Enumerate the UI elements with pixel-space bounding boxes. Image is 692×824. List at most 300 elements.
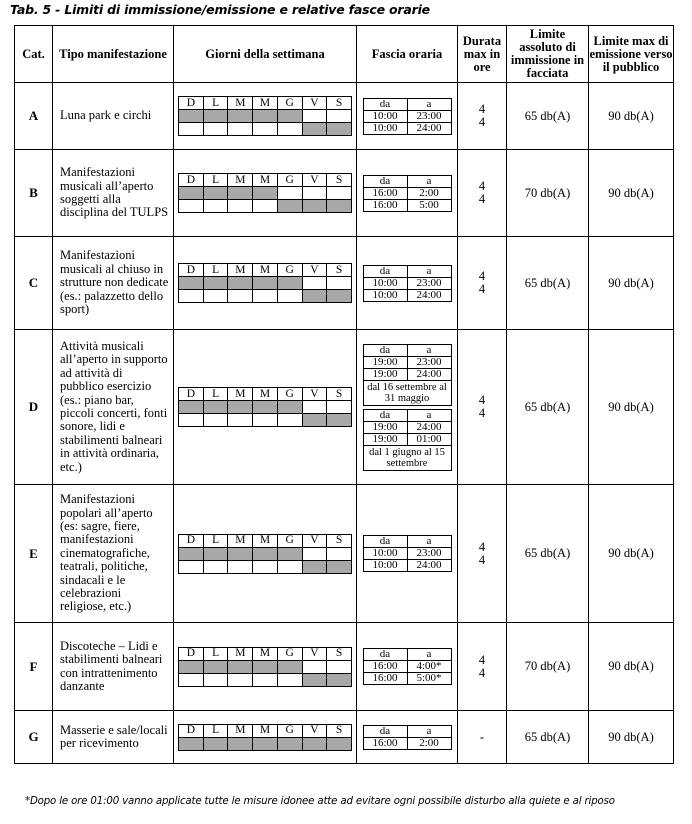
tipo-cell: Luna park e circhi [53, 83, 174, 150]
time-group [357, 98, 457, 135]
time-header-a: a [407, 344, 451, 356]
time-grid [363, 725, 452, 750]
day-letter: M [253, 724, 278, 737]
day-active-cell [228, 660, 253, 673]
limite-facciata-cell: 65 db(A) [507, 83, 589, 150]
durata-value: 4 [478, 282, 486, 296]
days-cell [174, 150, 357, 237]
day-active-cell [228, 277, 253, 290]
cat-cell: B [15, 150, 53, 237]
tipo-cell: Manifestazioni musicali all’aperto soggetti alla disciplina del TULPS [53, 150, 174, 237]
day-active-cell [302, 200, 327, 213]
day-inactive-cell [327, 110, 352, 123]
day-active-cell [277, 200, 302, 213]
time-period-note: dal 16 settembre al 31 maggio [363, 380, 451, 405]
limite-facciata-cell: 65 db(A) [507, 237, 589, 330]
day-letter: D [179, 388, 204, 401]
durata-value: 4 [478, 115, 486, 129]
day-inactive-cell [253, 290, 278, 303]
time-grid [363, 265, 452, 302]
day-inactive-cell [302, 547, 327, 560]
tipo-cell: Manifestazioni musicali al chiuso in strutture non dedicate (es.: palazzetto dello sport) [53, 237, 174, 330]
day-active-cell [228, 547, 253, 560]
footnote: *Dopo le ore 01:00 vanno applicate tutte le misure idonee atte ad evitare ogni possibile disturbo alla quiete e al riposo [25, 796, 615, 807]
time-row [363, 122, 451, 134]
time-group [357, 175, 457, 212]
time-to: 24:00 [407, 289, 451, 301]
durata-value: 4 [478, 179, 486, 193]
durata-value: 4 [478, 552, 486, 567]
day-letter: M [228, 97, 253, 110]
day-letter: G [277, 724, 302, 737]
day-inactive-cell [203, 673, 228, 686]
time-to: 24:00 [407, 122, 451, 134]
days-header-row [179, 647, 352, 660]
day-active-cell [203, 737, 228, 750]
day-letter: M [228, 534, 253, 547]
day-active-cell [327, 123, 352, 136]
time-grid [363, 98, 452, 135]
days-cell [174, 83, 357, 150]
limite-pubblico-cell: 90 db(A) [589, 83, 674, 150]
day-active-cell [228, 187, 253, 200]
day-letter: M [228, 724, 253, 737]
time-header-da: da [363, 175, 407, 187]
limite-pubblico-cell: 90 db(A) [589, 330, 674, 485]
days-pattern-row [179, 110, 352, 123]
day-letter: L [203, 264, 228, 277]
header-fascia: Fascia oraria [357, 26, 458, 83]
day-letter: L [203, 647, 228, 660]
day-active-cell [327, 737, 352, 750]
header-tipo: Tipo manifestazione [53, 26, 174, 83]
days-cell [174, 330, 357, 485]
cat-cell: D [15, 330, 53, 485]
day-active-cell [302, 673, 327, 686]
limite-pubblico-cell: 90 db(A) [589, 237, 674, 330]
durata-value: 4 [478, 406, 486, 420]
time-from: 10:00 [363, 560, 407, 572]
day-active-cell [302, 737, 327, 750]
time-row [363, 356, 451, 368]
day-letter: D [179, 724, 204, 737]
day-letter: G [277, 534, 302, 547]
time-period-note: dal 1 giugno al 15 settembre [363, 445, 451, 470]
time-group [357, 409, 457, 471]
time-group [357, 725, 457, 750]
day-letter: M [253, 264, 278, 277]
days-pattern-row [179, 560, 352, 573]
day-letter: G [277, 174, 302, 187]
header-row [15, 26, 674, 83]
durata-value: 4 [478, 269, 486, 283]
days-grid [178, 173, 352, 213]
day-inactive-cell [203, 414, 228, 427]
day-inactive-cell [228, 123, 253, 136]
durata-cell [458, 330, 507, 485]
day-letter: G [277, 264, 302, 277]
table-row [15, 623, 674, 711]
days-header-row [179, 174, 352, 187]
day-inactive-cell [327, 547, 352, 560]
time-group [357, 648, 457, 685]
day-letter: S [327, 97, 352, 110]
days-pattern-row [179, 660, 352, 673]
time-header-row [363, 175, 451, 187]
time-cell [357, 83, 458, 150]
day-inactive-cell [253, 414, 278, 427]
time-row [363, 199, 451, 211]
limite-pubblico-cell: 90 db(A) [589, 485, 674, 623]
day-inactive-cell [277, 290, 302, 303]
durata-value: - [479, 729, 485, 744]
day-active-cell [302, 560, 327, 573]
day-active-cell [253, 737, 278, 750]
day-inactive-cell [253, 200, 278, 213]
cat-cell: A [15, 83, 53, 150]
day-letter: M [228, 388, 253, 401]
day-letter: M [253, 647, 278, 660]
time-to: 5:00 [407, 199, 451, 211]
limite-facciata-cell: 65 db(A) [507, 330, 589, 485]
day-active-cell [277, 547, 302, 560]
day-active-cell [179, 187, 204, 200]
days-grid [178, 263, 352, 303]
days-header-row [179, 264, 352, 277]
day-letter: G [277, 647, 302, 660]
time-row [363, 560, 451, 572]
time-cell [357, 623, 458, 711]
day-inactive-cell [277, 673, 302, 686]
time-from: 10:00 [363, 289, 407, 301]
durata-value: 4 [478, 192, 486, 206]
day-inactive-cell [327, 187, 352, 200]
days-cell [174, 485, 357, 623]
time-row [363, 433, 451, 445]
table-caption: Tab. 5 - Limiti di immissione/emissione e relative fasce orarie [10, 2, 430, 17]
time-from: 16:00 [363, 199, 407, 211]
day-letter: M [228, 264, 253, 277]
day-inactive-cell [228, 673, 253, 686]
cat-cell: F [15, 623, 53, 711]
time-cell [357, 711, 458, 764]
time-header-da: da [363, 725, 407, 737]
days-grid [178, 387, 352, 427]
time-header-da: da [363, 536, 407, 548]
time-to: 24:00 [407, 368, 451, 380]
day-active-cell [302, 123, 327, 136]
durata-cell [458, 150, 507, 237]
limite-pubblico-cell: 90 db(A) [589, 150, 674, 237]
day-active-cell [203, 110, 228, 123]
day-active-cell [179, 277, 204, 290]
day-inactive-cell [302, 187, 327, 200]
day-active-cell [179, 401, 204, 414]
day-letter: S [327, 264, 352, 277]
day-letter: D [179, 647, 204, 660]
time-to: 23:00 [407, 548, 451, 560]
days-grid [178, 96, 352, 136]
durata-cell [458, 237, 507, 330]
time-header-a: a [407, 98, 451, 110]
day-letter: L [203, 174, 228, 187]
day-active-cell [253, 277, 278, 290]
time-from: 19:00 [363, 356, 407, 368]
time-header-da: da [363, 344, 407, 356]
time-group [357, 535, 457, 572]
day-letter: S [327, 647, 352, 660]
day-letter: V [302, 647, 327, 660]
days-grid [178, 534, 352, 574]
days-header-row [179, 534, 352, 547]
time-header-row [363, 536, 451, 548]
days-header-row [179, 724, 352, 737]
time-header-row [363, 725, 451, 737]
day-inactive-cell [327, 401, 352, 414]
day-active-cell [327, 200, 352, 213]
tipo-cell: Discoteche – Lidi e stabilimenti balneari con intrattenimento danzante [53, 623, 174, 711]
day-inactive-cell [327, 277, 352, 290]
durata-cell [458, 83, 507, 150]
time-row [363, 289, 451, 301]
time-group [357, 344, 457, 406]
day-active-cell [203, 187, 228, 200]
limits-table [14, 25, 674, 764]
table-row [15, 330, 674, 485]
table-row [15, 711, 674, 764]
durata-cell [458, 711, 507, 764]
time-grid [363, 175, 452, 212]
day-letter: G [277, 97, 302, 110]
time-to: 2:00 [407, 187, 451, 199]
day-inactive-cell [179, 560, 204, 573]
table-row [15, 237, 674, 330]
time-row [363, 673, 451, 685]
day-active-cell [203, 401, 228, 414]
day-letter: V [302, 174, 327, 187]
day-inactive-cell [327, 660, 352, 673]
limite-pubblico-cell: 90 db(A) [589, 623, 674, 711]
durata-value: 4 [478, 393, 486, 407]
day-inactive-cell [253, 673, 278, 686]
time-cell [357, 150, 458, 237]
days-pattern-row [179, 277, 352, 290]
day-inactive-cell [228, 414, 253, 427]
day-letter: M [228, 647, 253, 660]
time-row [363, 277, 451, 289]
day-active-cell [277, 401, 302, 414]
day-letter: M [253, 534, 278, 547]
day-active-cell [302, 414, 327, 427]
day-letter: L [203, 97, 228, 110]
limite-facciata-cell: 65 db(A) [507, 711, 589, 764]
time-header-row [363, 409, 451, 421]
day-active-cell [327, 290, 352, 303]
days-pattern-row [179, 290, 352, 303]
day-inactive-cell [179, 414, 204, 427]
day-letter: M [253, 97, 278, 110]
time-cell [357, 485, 458, 623]
day-letter: V [302, 264, 327, 277]
day-active-cell [253, 187, 278, 200]
day-letter: S [327, 724, 352, 737]
day-active-cell [327, 560, 352, 573]
time-row [363, 368, 451, 380]
day-letter: S [327, 534, 352, 547]
day-active-cell [277, 737, 302, 750]
day-active-cell [253, 547, 278, 560]
days-header-row [179, 388, 352, 401]
time-header-row [363, 344, 451, 356]
days-grid [178, 647, 352, 687]
limite-facciata-cell: 70 db(A) [507, 150, 589, 237]
table-row [15, 485, 674, 623]
tipo-cell: Masserie e sale/locali per ricevimento [53, 711, 174, 764]
day-inactive-cell [203, 560, 228, 573]
time-header-a: a [407, 175, 451, 187]
day-inactive-cell [228, 290, 253, 303]
time-from: 19:00 [363, 433, 407, 445]
day-active-cell [327, 414, 352, 427]
cat-cell: E [15, 485, 53, 623]
time-grid [363, 535, 452, 572]
time-from: 16:00 [363, 673, 407, 685]
day-active-cell [277, 277, 302, 290]
time-to: 2:00 [407, 737, 451, 749]
day-letter: V [302, 388, 327, 401]
table-row [15, 150, 674, 237]
header-limite-pubblico: Limite max di emissione verso il pubblico [589, 26, 674, 83]
header-durata: Durata max in ore [458, 26, 507, 83]
day-letter: L [203, 724, 228, 737]
day-active-cell [228, 401, 253, 414]
time-header-a: a [407, 725, 451, 737]
time-header-da: da [363, 265, 407, 277]
cat-cell: C [15, 237, 53, 330]
time-row [363, 421, 451, 433]
time-header-row [363, 98, 451, 110]
day-active-cell [253, 401, 278, 414]
time-header-a: a [407, 536, 451, 548]
day-inactive-cell [228, 200, 253, 213]
day-inactive-cell [277, 560, 302, 573]
header-cat: Cat. [15, 26, 53, 83]
limite-facciata-cell: 70 db(A) [507, 623, 589, 711]
time-from: 10:00 [363, 110, 407, 122]
days-pattern-row [179, 123, 352, 136]
time-to: 4:00* [407, 661, 451, 673]
time-header-a: a [407, 409, 451, 421]
day-letter: V [302, 534, 327, 547]
day-letter: L [203, 534, 228, 547]
time-header-a: a [407, 649, 451, 661]
limite-pubblico-cell: 90 db(A) [589, 711, 674, 764]
day-letter: G [277, 388, 302, 401]
day-inactive-cell [253, 560, 278, 573]
time-grid [363, 648, 452, 685]
time-header-da: da [363, 98, 407, 110]
day-letter: M [253, 174, 278, 187]
days-pattern-row [179, 187, 352, 200]
day-inactive-cell [302, 660, 327, 673]
days-grid [178, 724, 352, 751]
day-active-cell [277, 110, 302, 123]
days-pattern-row [179, 547, 352, 560]
time-header-da: da [363, 409, 407, 421]
time-to: 23:00 [407, 277, 451, 289]
day-letter: M [228, 174, 253, 187]
tipo-cell: Manifestazioni popolari all’aperto (es: sagre, fiere, manifestazioni cinematografiche, teatrali, politiche, sindacali e le celebrazioni religiose, etc.) [53, 485, 174, 623]
time-from: 19:00 [363, 368, 407, 380]
days-cell [174, 711, 357, 764]
day-active-cell [228, 737, 253, 750]
time-from: 16:00 [363, 187, 407, 199]
day-active-cell [179, 547, 204, 560]
tipo-cell: Attività musicali all’aperto in supporto ad attività di pubblico esercizio (es.: piano bar, piccoli concerti, fonti sonore, lidi e stabilimenti balneari in attività ordinaria, etc.) [53, 330, 174, 485]
time-header-row [363, 649, 451, 661]
day-inactive-cell [277, 123, 302, 136]
time-header-da: da [363, 649, 407, 661]
time-from: 16:00 [363, 737, 407, 749]
day-active-cell [277, 660, 302, 673]
day-letter: M [253, 388, 278, 401]
days-pattern-row [179, 414, 352, 427]
day-letter: S [327, 388, 352, 401]
time-to: 5:00* [407, 673, 451, 685]
durata-value: 4 [478, 652, 486, 667]
day-active-cell [179, 110, 204, 123]
header-limite-facciata: Limite assoluto di immissione in facciata [507, 26, 589, 83]
day-letter: V [302, 97, 327, 110]
time-cell [357, 330, 458, 485]
time-to: 23:00 [407, 356, 451, 368]
day-inactive-cell [228, 560, 253, 573]
time-row [363, 187, 451, 199]
day-inactive-cell [302, 401, 327, 414]
time-to: 24:00 [407, 421, 451, 433]
day-inactive-cell [179, 673, 204, 686]
day-letter: V [302, 724, 327, 737]
time-from: 10:00 [363, 548, 407, 560]
day-active-cell [253, 110, 278, 123]
day-active-cell [253, 660, 278, 673]
header-giorni: Giorni della settimana [174, 26, 357, 83]
time-grid [363, 409, 452, 471]
day-letter: S [327, 174, 352, 187]
day-letter: D [179, 97, 204, 110]
time-header-row [363, 265, 451, 277]
day-inactive-cell [203, 290, 228, 303]
durata-cell [458, 623, 507, 711]
time-to: 24:00 [407, 560, 451, 572]
day-active-cell [179, 737, 204, 750]
day-inactive-cell [179, 123, 204, 136]
time-to: 01:00 [407, 433, 451, 445]
day-active-cell [228, 110, 253, 123]
durata-value: 4 [478, 539, 486, 554]
days-cell [174, 237, 357, 330]
day-inactive-cell [277, 414, 302, 427]
durata-value: 4 [478, 665, 486, 680]
day-active-cell [327, 673, 352, 686]
days-header-row [179, 97, 352, 110]
time-to: 23:00 [407, 110, 451, 122]
time-note-row [363, 380, 451, 405]
day-inactive-cell [302, 110, 327, 123]
day-letter: L [203, 388, 228, 401]
days-pattern-row [179, 200, 352, 213]
day-inactive-cell [179, 290, 204, 303]
